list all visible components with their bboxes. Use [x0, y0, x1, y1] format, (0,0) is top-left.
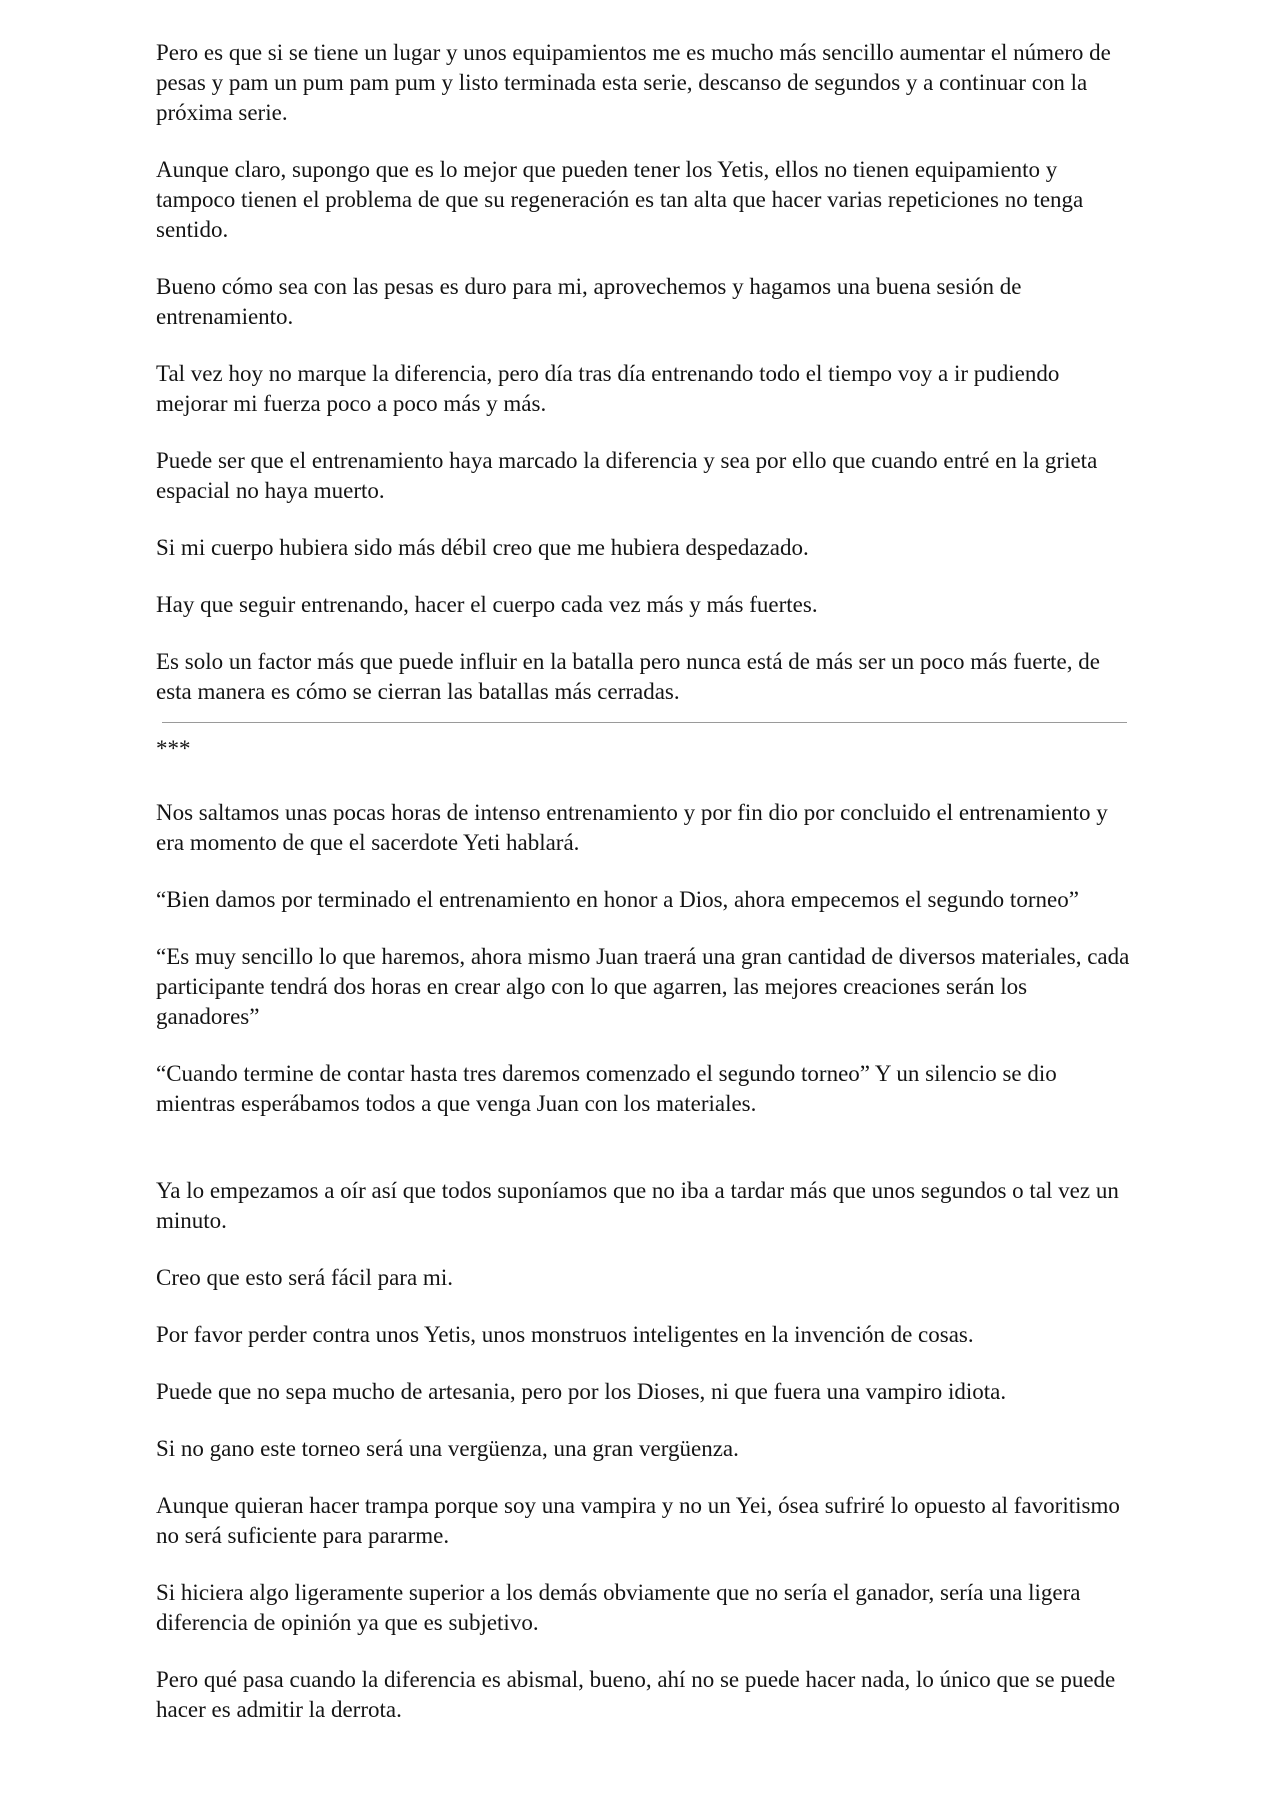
paragraph: Aunque quieran hacer trampa porque soy una vampira y no un Yei, ósea sufriré lo opuesto al favoritismo no será suficiente para pararme.: [156, 1493, 1120, 1548]
paragraph: Si hiciera algo ligeramente superior a los demás obviamente que no sería el ganador, sería una ligera diferencia de opinión ya que es subjetivo.: [156, 1580, 1081, 1635]
paragraph: Pero es que si se tiene un lugar y unos equipamientos me es mucho más sencillo aumentar el número de pesas y pam un pum pam pum y listo terminada esta serie, descanso de segundos y a continuar con la próxima serie.: [156, 40, 1111, 125]
paragraph: “Bien damos por terminado el entrenamiento en honor a Dios, ahora empecemos el segundo torneo”: [156, 887, 1079, 912]
paragraph: Pero qué pasa cuando la diferencia es abismal, bueno, ahí no se puede hacer nada, lo único que se puede hacer es admitir la derrota.: [156, 1667, 1116, 1722]
paragraph: Por favor perder contra unos Yetis, unos monstruos inteligentes en la invención de cosas.: [156, 1322, 974, 1347]
section-after-break: [156, 798, 1136, 1725]
section-before-break: [156, 38, 1136, 707]
paragraph: Creo que esto será fácil para mi.: [156, 1265, 453, 1290]
paragraph: Hay que seguir entrenando, hacer el cuerpo cada vez más y más fuertes.: [156, 592, 818, 617]
paragraph: Si mi cuerpo hubiera sido más débil creo que me hubiera despedazado.: [156, 535, 809, 560]
paragraph: Es solo un factor más que puede influir en la batalla pero nunca está de más ser un poco más fuerte, de esta manera es cómo se cierran las batallas más cerradas.: [156, 649, 1100, 704]
paragraph: Nos saltamos unas pocas horas de intenso entrenamiento y por fin dio por concluido el entrenamiento y era momento de que el sacerdote Yeti hablará.: [156, 800, 1108, 855]
scene-separator: ***: [156, 736, 191, 761]
paragraph: Tal vez hoy no marque la diferencia, pero día tras día entrenando todo el tiempo voy a ir pudiendo mejorar mi fuerza poco a poco más y más.: [156, 361, 1060, 416]
paragraph: Bueno cómo sea con las pesas es duro para mi, aprovechemos y hagamos una buena sesión de entrenamiento.: [156, 274, 1022, 329]
paragraph: “Es muy sencillo lo que haremos, ahora mismo Juan traerá una gran cantidad de diversos materiales, cada participante tendrá dos horas en crear algo con lo que agarren, las mejores creaciones serán los ganadores”: [156, 944, 1130, 1029]
document-page: [156, 38, 1136, 1752]
paragraph: Puede ser que el entrenamiento haya marcado la diferencia y sea por ello que cuando entré en la grieta espacial no haya muerto.: [156, 448, 1098, 503]
paragraph: Ya lo empezamos a oír así que todos suponíamos que no iba a tardar más que unos segundos o tal vez un minuto.: [156, 1178, 1119, 1233]
paragraph: Si no gano este torneo será una vergüenza, una gran vergüenza.: [156, 1436, 739, 1461]
paragraph: Puede que no sepa mucho de artesania, pero por los Dioses, ni que fuera una vampiro idiota.: [156, 1379, 1007, 1404]
paragraph: “Cuando termine de contar hasta tres daremos comenzado el segundo torneo” Y un silencio se dio mientras esperábamos todos a que venga Juan con los materiales.: [156, 1061, 1057, 1116]
paragraph: Aunque claro, supongo que es lo mejor que pueden tener los Yetis, ellos no tienen equipamiento y tampoco tienen el problema de que su regeneración es tan alta que hacer varias repeticiones no tenga sentido.: [156, 157, 1084, 242]
horizontal-rule: [162, 722, 1127, 723]
